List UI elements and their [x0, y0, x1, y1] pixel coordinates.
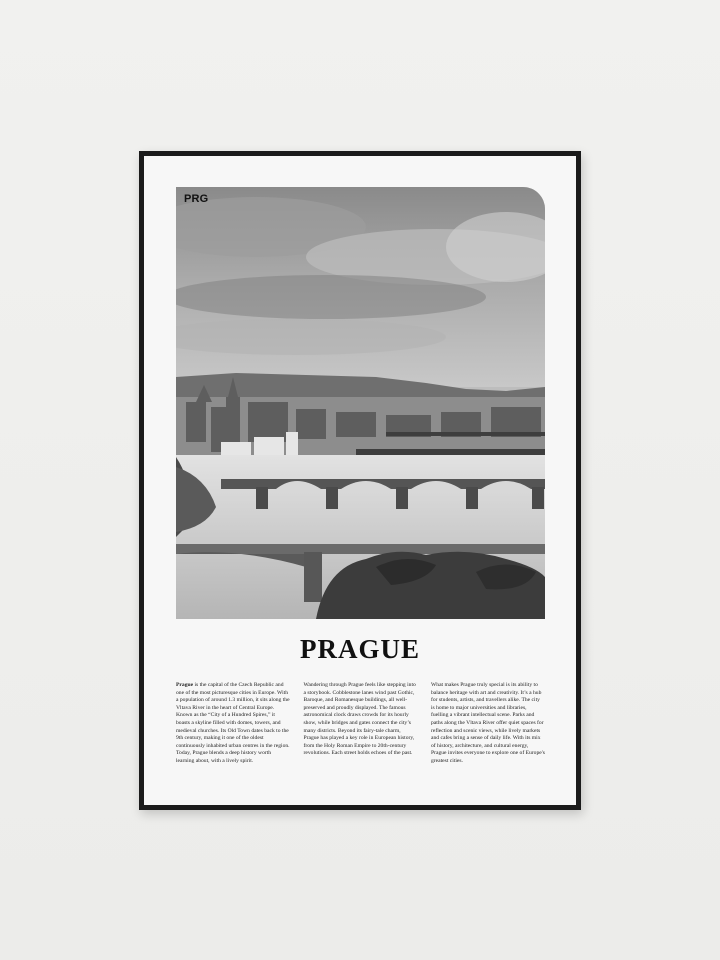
column-1-text: is the capital of the Czech Republic and one of the most picturesque cities in Europe. With a population of around 1.3 million, it sits along the Vltava River in the heart of Central Europe. Known as the “City of a Hundred Spires,” it boasts a skyline filled with domes, towers, and medieval churches. Its Old Town dates back to the 9th century, making it one of the oldest continuously inhabited urban centres in the region. Today, Prague blends a deep history worth learning about, with a lively spirit.	[176, 682, 290, 764]
column-2-text: Wandering through Prague feels like stepping into a storybook. Cobblestone lanes wind past Gothic, Baroque, and Romanesque buildings, all well-preserved and proudly displayed. The famous astronomical clock draws crowds for its hourly show, while bridges and gates connect the city’s many districts. Beyond its fairy-tale charm, Prague has played a key role in European history, from the Holy Roman Empire to 20th-century revolutions. Each street holds echoes of the past.	[303, 682, 416, 757]
description-columns	[176, 682, 545, 766]
poster-frame	[139, 151, 581, 810]
prague-bridges-photo	[176, 187, 545, 619]
column-1-lead: Prague	[176, 682, 194, 688]
description-column-1	[176, 682, 290, 766]
poster-photo	[176, 187, 545, 619]
column-3-text: What makes Prague truly special is its ability to balance heritage with art and creativity. It’s a hub for students, artists, and travellers alike. The city is home to major universities and libraries, fuelling a vibrant intellectual scene. Parks and paths along the Vltava River offer quiet spaces for reflection and scenic views, while lively markets and cafes bring a sense of daily life. With its mix of history, architecture, and cultural energy, Prague invites everyone to explore one of Europe's greatest cities.	[431, 682, 545, 764]
description-column-3	[431, 682, 545, 766]
city-code: PRG	[184, 193, 209, 205]
description-column-2	[304, 682, 418, 766]
city-title: PRAGUE	[300, 634, 420, 664]
